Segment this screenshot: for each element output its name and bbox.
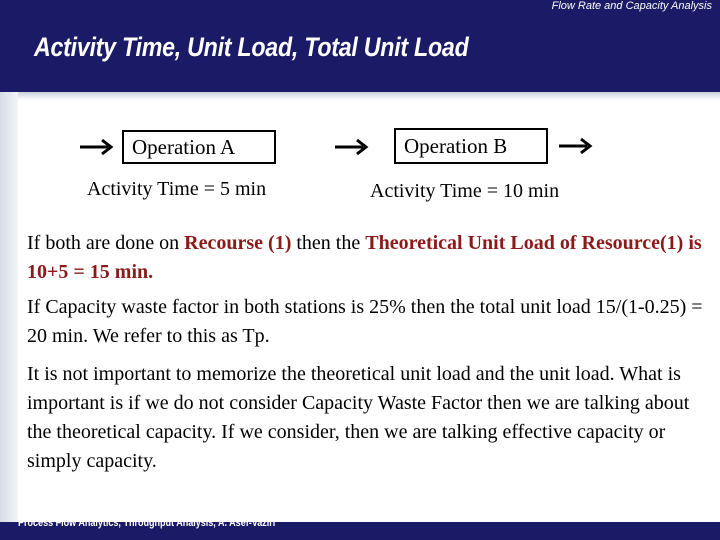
p1-highlight-resource: Recourse (1) <box>184 232 292 254</box>
footer-credit: Process Flow Analytics, Throughput Analysis, A. Asef-Vaziri <box>18 517 276 529</box>
paragraph-total-unit-load: If Capacity waste factor in both stations is 25% then the total unit load 15/(1-0.25) = 20 min. We refer to this as Tp. <box>27 296 703 347</box>
slide-topic-label: Flow Rate and Capacity Analysis <box>551 0 712 12</box>
arrow-right-icon <box>557 136 597 156</box>
paragraph-theoretical-unit-load <box>27 229 717 287</box>
slide-title: Activity Time, Unit Load, Total Unit Load <box>34 32 469 62</box>
arrow-right-icon <box>333 137 373 157</box>
operation-a-activity-time: Activity Time = 5 min <box>87 178 267 200</box>
operation-a-box <box>122 130 276 164</box>
operation-a-label: Operation A <box>132 134 236 159</box>
p1-text-1: If both are done on <box>27 232 185 254</box>
p1-highlight-unit-load: Theoretical Unit Load of Resource(1) is 10+5 = 15 min. <box>27 232 702 283</box>
left-decor-strip <box>0 92 18 522</box>
paragraph-capacity-explanation: It is not important to memorize the theoretical unit load and the unit load. What is important is if we do not consider Capacity Waste Factor then we are talking about the theoretical capacity. If we consider, then we are talking effective capacity or simply capacity. <box>27 363 690 472</box>
operation-b-activity-time: Activity Time = 10 min <box>370 180 560 202</box>
arrow-right-icon <box>78 137 118 157</box>
p1-text-2: then the <box>291 232 366 254</box>
header-shadow <box>18 92 720 100</box>
operation-b-box <box>394 128 548 164</box>
operation-b-label: Operation B <box>404 133 508 158</box>
